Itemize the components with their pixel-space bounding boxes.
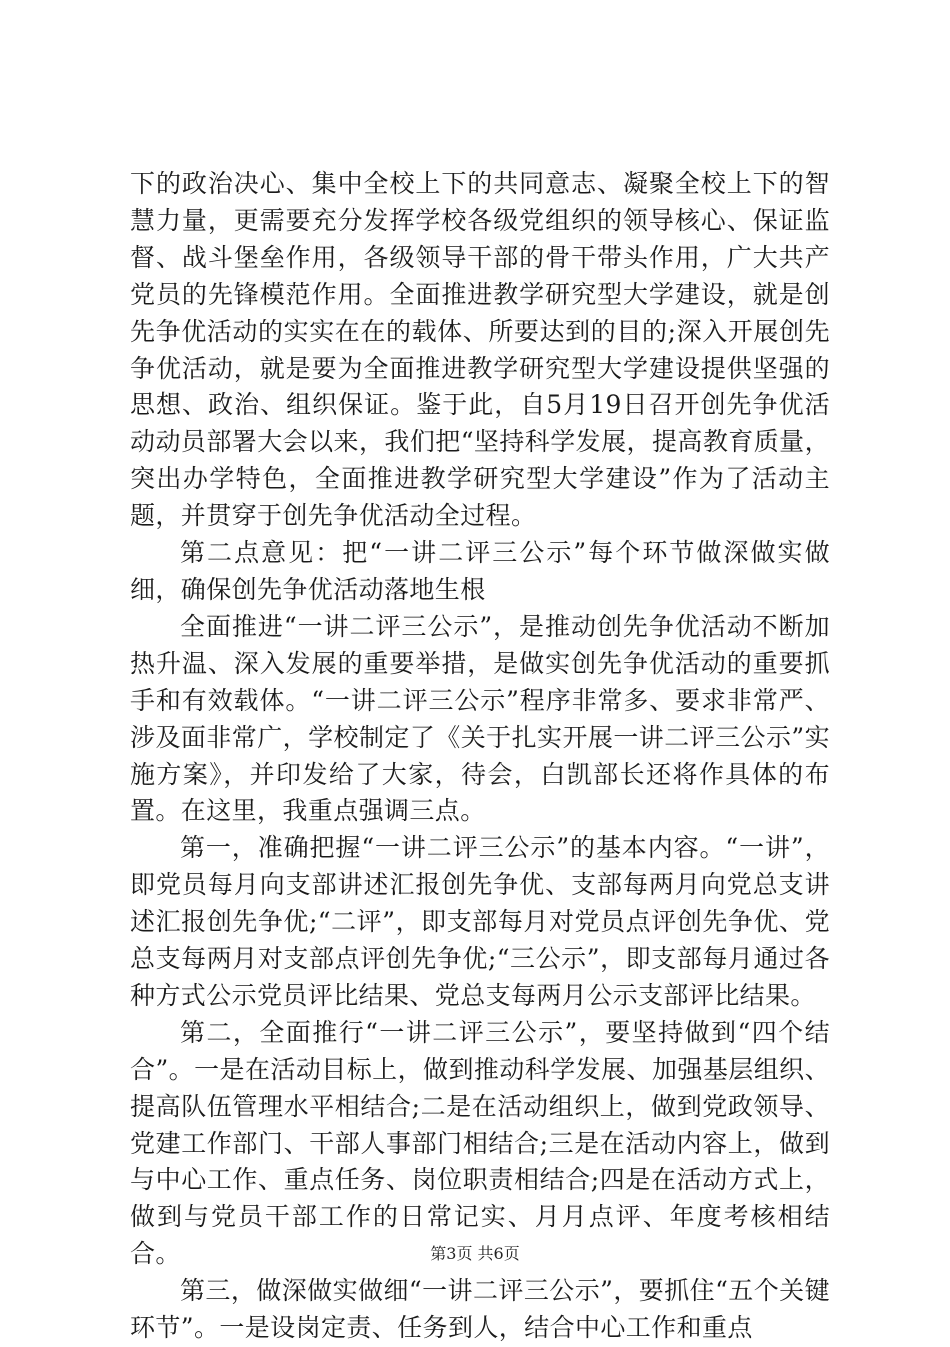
page-number-footer: 第3页 共6页 bbox=[430, 1244, 520, 1263]
paragraph-continuation: 下的政治决心、集中全校上下的共同意志、凝聚全校上下的智慧力量，更需要充分发挥学校各级党组织的领导核心、保证监督、战斗堡垒作用，各级领导干部的骨干带头作用，广大共产党员的先锋模范作用。全面推进教学研究型大学建设，就是创先争优活动的实实在在的载体、所要达到的目的;深入开展创先争优活动，就是要为全面推进教学研究型大学建设提供坚强的思想、政治、组织保证。鉴于此，自5月19日召开创先争优活动动员部署大会以来，我们把“坚持科学发展，提高教育质量，突出办学特色，全面推进教学研究型大学建设”作为了活动主题，并贯穿于创先争优活动全过程。 bbox=[130, 169, 830, 531]
paragraph-intro: 全面推进“一讲二评三公示”，是推动创先争优活动不断加热升温、深入发展的重要举措，是做实创先争优活动的重要抓手和有效载体。“一讲二评三公示”程序非常多、要求非常严、涉及面非常广，学校制定了《关于扎实开展一讲二评三公示”实施方案》，并印发给了大家，待会，白凯部长还将作具体的布置。在这里，我重点强调三点。 bbox=[130, 611, 830, 826]
paragraph-point-one: 第一，准确把握“一讲二评三公示”的基本内容。“一讲”，即党员每月向支部讲述汇报创先争优、支部每两月向党总支讲述汇报创先争优;“二评”，即支部每月对党员点评创先争优、党总支每两月对支部点评创先争优;“三公示”，即支部每月通过各种方式公示党员评比结果、党总支每两月公示支部评比结果。 bbox=[130, 833, 830, 1010]
paragraph-point-two: 第二，全面推行“一讲二评三公示”，要坚持做到“四个结合”。一是在活动目标上，做到推动科学发展、加强基层组织、提高队伍管理水平相结合;二是在活动组织上，做到党政领导、党建工作部门、干部人事部门相结合;三是在活动内容上，做到与中心工作、重点任务、岗位职责相结合;四是在活动方式上，做到与党员干部工作的日常记实、月月点评、年度考核相结合。 bbox=[130, 1017, 830, 1269]
paragraph-section-heading: 第二点意见：把“一讲二评三公示”每个环节做深做实做细，确保创先争优活动落地生根 bbox=[130, 538, 830, 604]
paragraph-point-three: 第三，做深做实做细“一讲二评三公示”，要抓住“五个关键环节”。一是设岗定责、任务到人，结合中心工作和重点 bbox=[130, 1276, 830, 1343]
document-body bbox=[130, 166, 830, 1347]
